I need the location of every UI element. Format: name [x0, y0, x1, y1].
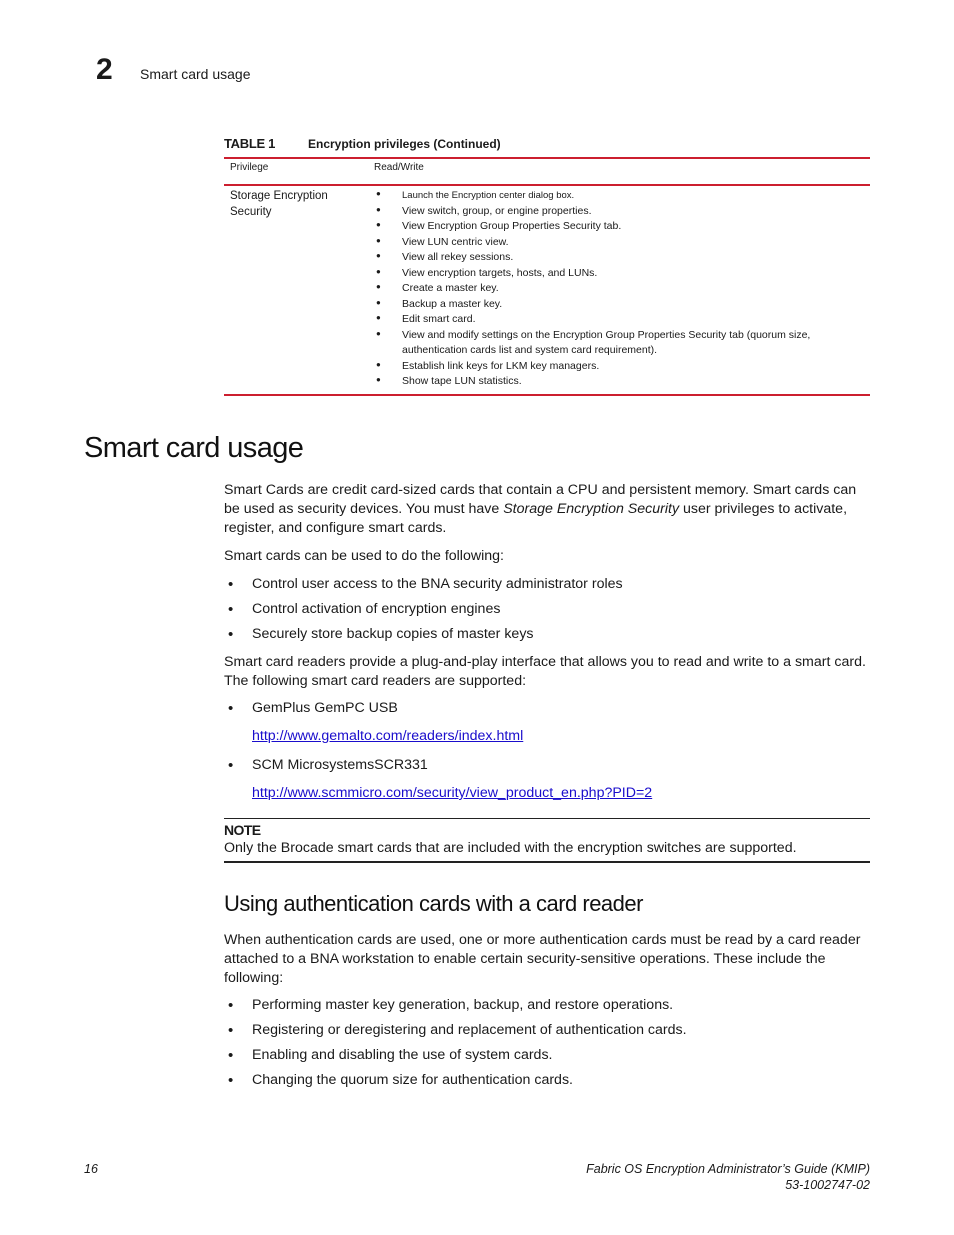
reader-list-2 [224, 756, 870, 781]
permission-item: ● View switch, group, or engine properties. [374, 204, 866, 220]
reader-list-1 [224, 699, 870, 724]
permission-item: ● View Encryption Group Properties Security tab. [374, 219, 866, 235]
permission-item: ● Create a master key. [374, 281, 866, 297]
reader-link-gemalto[interactable]: http://www.gemalto.com/readers/index.html [252, 728, 524, 744]
chapter-number: 2 [96, 53, 113, 86]
section-heading: Smart card usage [84, 432, 304, 464]
permission-item: ● View encryption targets, hosts, and LUNs. [374, 266, 866, 282]
reader-name: • GemPlus GemPC USB [224, 699, 870, 724]
reader-link-scmmicro[interactable]: http://www.scmmicro.com/security/view_product_en.php?PID=2 [252, 785, 653, 801]
table-caption [224, 136, 870, 152]
subsection-intro: When authentication cards are used, one or more authentication cards must be read by a card reader attached to a BNA workstation to enable certain security-sensitive operations. These include the following: [224, 932, 861, 986]
permission-item: ● View all rekey sessions. [374, 250, 866, 266]
permission-item: ● Backup a master key. [374, 297, 866, 313]
note-bottom-rule [224, 861, 870, 863]
table-header-rule [224, 184, 870, 186]
table-label: TABLE 1 [224, 136, 276, 151]
reader-name: • SCM MicrosystemsSCR331 [224, 756, 870, 781]
list-item: • Enabling and disabling the use of system cards. [224, 1046, 870, 1071]
permission-item: ● Edit smart card. [374, 312, 866, 328]
intro-paragraph: Smart Cards are credit card-sized cards that contain a CPU and persistent memory. Smart cards can be used as security devices. You must have Storage Encryption Security user privileges to activate, register, and configure smart cards. [224, 482, 857, 536]
table-cell-privilege: Storage Encryption Security [230, 190, 328, 218]
footer-doc-number: 53-1002747-02 [785, 1178, 870, 1192]
permission-item: ● Establish link keys for LKM key managers. [374, 359, 866, 375]
auth-operations-list [224, 996, 870, 1096]
list-item: • Changing the quorum size for authentication cards. [224, 1071, 870, 1096]
note-label: NOTE [224, 822, 261, 838]
permission-item: ● Show tape LUN statistics. [374, 374, 866, 390]
uses-list [224, 575, 870, 650]
list-item: • Control user access to the BNA security administrator roles [224, 575, 870, 600]
table-bottom-rule [224, 394, 870, 396]
table-header-privilege: Privilege [230, 162, 269, 173]
permission-list [374, 188, 866, 390]
permission-item: ● View and modify settings on the Encryption Group Properties Security tab (quorum size, authentication cards list and system card requirement). [374, 328, 866, 359]
readers-lead: Smart card readers provide a plug-and-play interface that allows you to read and write to a smart card. The following smart card readers are supported: [224, 654, 866, 689]
privilege-emphasis: Storage Encryption Security [503, 501, 680, 517]
list-item: • Performing master key generation, backup, and restore operations. [224, 996, 870, 1021]
table-top-rule [224, 157, 870, 159]
permission-item: ● Launch the Encryption center dialog box. [374, 188, 866, 204]
list-item: • Securely store backup copies of master keys [224, 625, 870, 650]
permission-item: ● View LUN centric view. [374, 235, 866, 251]
running-header-title: Smart card usage [140, 66, 251, 82]
note-text: Only the Brocade smart cards that are included with the encryption switches are supported. [224, 840, 797, 856]
table-header-read-write: Read/Write [374, 162, 424, 173]
list-item: • Registering or deregistering and replacement of authentication cards. [224, 1021, 870, 1046]
note-top-rule [224, 818, 870, 819]
uses-lead: Smart cards can be used to do the following: [224, 548, 504, 564]
page-number: 16 [84, 1162, 98, 1176]
list-item: • Control activation of encryption engines [224, 600, 870, 625]
table-title: Encryption privileges (Continued) [308, 137, 501, 151]
footer-doc-info [470, 1161, 870, 1193]
subsection-heading: Using authentication cards with a card reader [224, 891, 643, 916]
footer-doc-title: Fabric OS Encryption Administrator’s Guide (KMIP) [586, 1162, 870, 1176]
